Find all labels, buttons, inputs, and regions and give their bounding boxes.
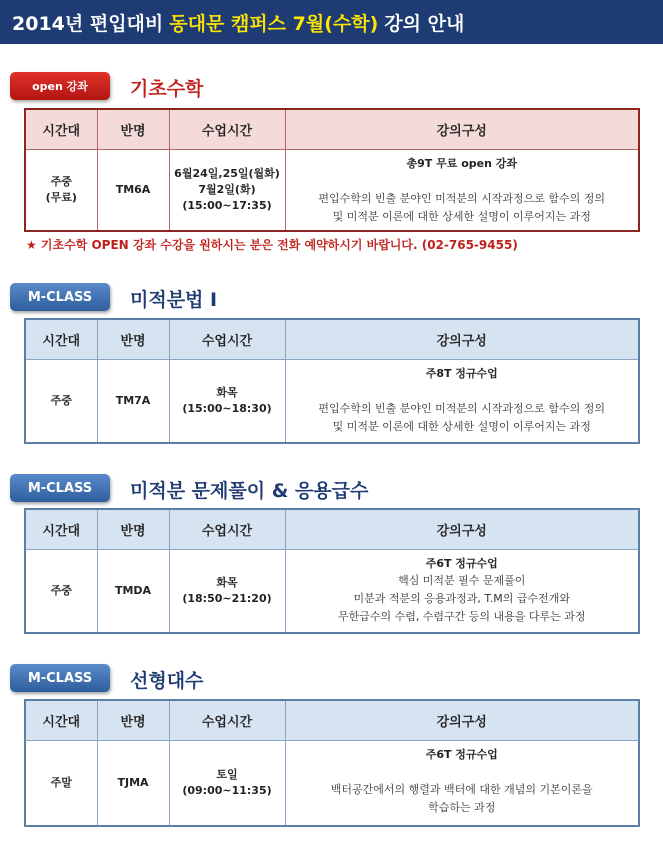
description-cell: 주6T 정규수업 백터공간에서의 행렬과 백터에 대한 개념의 기본이론을 학습하는 과정 xyxy=(285,740,639,826)
column-header-description: 강의구성 xyxy=(285,700,639,740)
course-table-calculus-problems xyxy=(24,508,640,634)
column-header-description: 강의구성 xyxy=(285,319,639,359)
column-header-class-name: 반명 xyxy=(97,109,169,149)
column-header-class-time: 수업시간 xyxy=(169,109,285,149)
table-row xyxy=(25,149,639,231)
column-header-time-slot: 시간대 xyxy=(25,700,97,740)
column-header-class-name: 반명 xyxy=(97,700,169,740)
section-title-basic-math: 기초수학 xyxy=(130,78,204,100)
column-header-time-slot: 시간대 xyxy=(25,319,97,359)
section-badge-mclass: M-CLASS xyxy=(10,664,110,692)
table-row xyxy=(25,359,639,443)
section-badge-mclass: M-CLASS xyxy=(10,283,110,311)
column-header-time-slot: 시간대 xyxy=(25,109,97,149)
time-slot-cell: 주중 xyxy=(25,359,97,443)
section-badge-mclass: M-CLASS xyxy=(10,474,110,502)
column-header-class-name: 반명 xyxy=(97,319,169,359)
class-time-cell: 화목 (15:00~18:30) xyxy=(169,359,285,443)
class-name-cell: TJMA xyxy=(97,740,169,826)
class-name-cell: TM7A xyxy=(97,359,169,443)
header-title-part2: 동대문 캠퍼스 7월(수학) xyxy=(169,12,379,35)
column-header-class-time: 수업시간 xyxy=(169,700,285,740)
course-table-linear-algebra xyxy=(24,699,640,827)
table-row xyxy=(25,549,639,633)
page-header xyxy=(0,0,663,44)
course-table-basic-math xyxy=(24,108,640,232)
description-cell: 주8T 정규수업 편입수학의 빈출 분야인 미적분의 시작과정으로 함수의 정의 및 미적분 이론에 대한 상세한 설명이 이루어지는 과정 xyxy=(285,359,639,443)
column-header-description: 강의구성 xyxy=(285,509,639,549)
class-name-cell: TM6A xyxy=(97,149,169,231)
table-row xyxy=(25,740,639,826)
column-header-class-name: 반명 xyxy=(97,509,169,549)
class-time-cell: 토일 (09:00~11:35) xyxy=(169,740,285,826)
class-time-cell: 화목 (18:50~21:20) xyxy=(169,549,285,633)
description-cell: 주6T 정규수업 핵심 미적분 필수 문제풀이 미분과 적분의 응용과정과, T.M의 급수전개와 무한급수의 수렴, 수렴구간 등의 내용을 다루는 과정 xyxy=(285,549,639,633)
section-title-calculus-problems: 미적분 문제풀이 & 응용급수 xyxy=(130,480,369,502)
section-title-linear-algebra: 선형대수 xyxy=(130,670,204,692)
header-title-part1: 2014년 편입대비 xyxy=(12,12,164,35)
section-badge-open: open 강좌 xyxy=(10,72,110,100)
time-slot-cell: 주중 xyxy=(25,549,97,633)
description-cell: 총9T 무료 open 강좌 편입수학의 빈출 분야인 미적분의 시작과정으로 함수의 정의 및 미적분 이론에 대한 상세한 설명이 이루어지는 과정 xyxy=(285,149,639,231)
time-slot-cell: 주중 (무료) xyxy=(25,149,97,231)
column-header-description: 강의구성 xyxy=(285,109,639,149)
column-header-class-time: 수업시간 xyxy=(169,509,285,549)
course-table-calculus-1 xyxy=(24,318,640,444)
class-time-cell: 6월24일,25일(월화) 7월2일(화) (15:00~17:35) xyxy=(169,149,285,231)
open-course-notice: ★ 기초수학 OPEN 강좌 수강을 원하시는 분은 전화 예약하시기 바랍니다. (02-765-9455) xyxy=(26,238,518,252)
time-slot-cell: 주말 xyxy=(25,740,97,826)
column-header-class-time: 수업시간 xyxy=(169,319,285,359)
header-title-part3: 강의 안내 xyxy=(384,12,465,35)
column-header-time-slot: 시간대 xyxy=(25,509,97,549)
class-name-cell: TMDA xyxy=(97,549,169,633)
section-title-calculus-1: 미적분법 Ⅰ xyxy=(130,289,218,311)
